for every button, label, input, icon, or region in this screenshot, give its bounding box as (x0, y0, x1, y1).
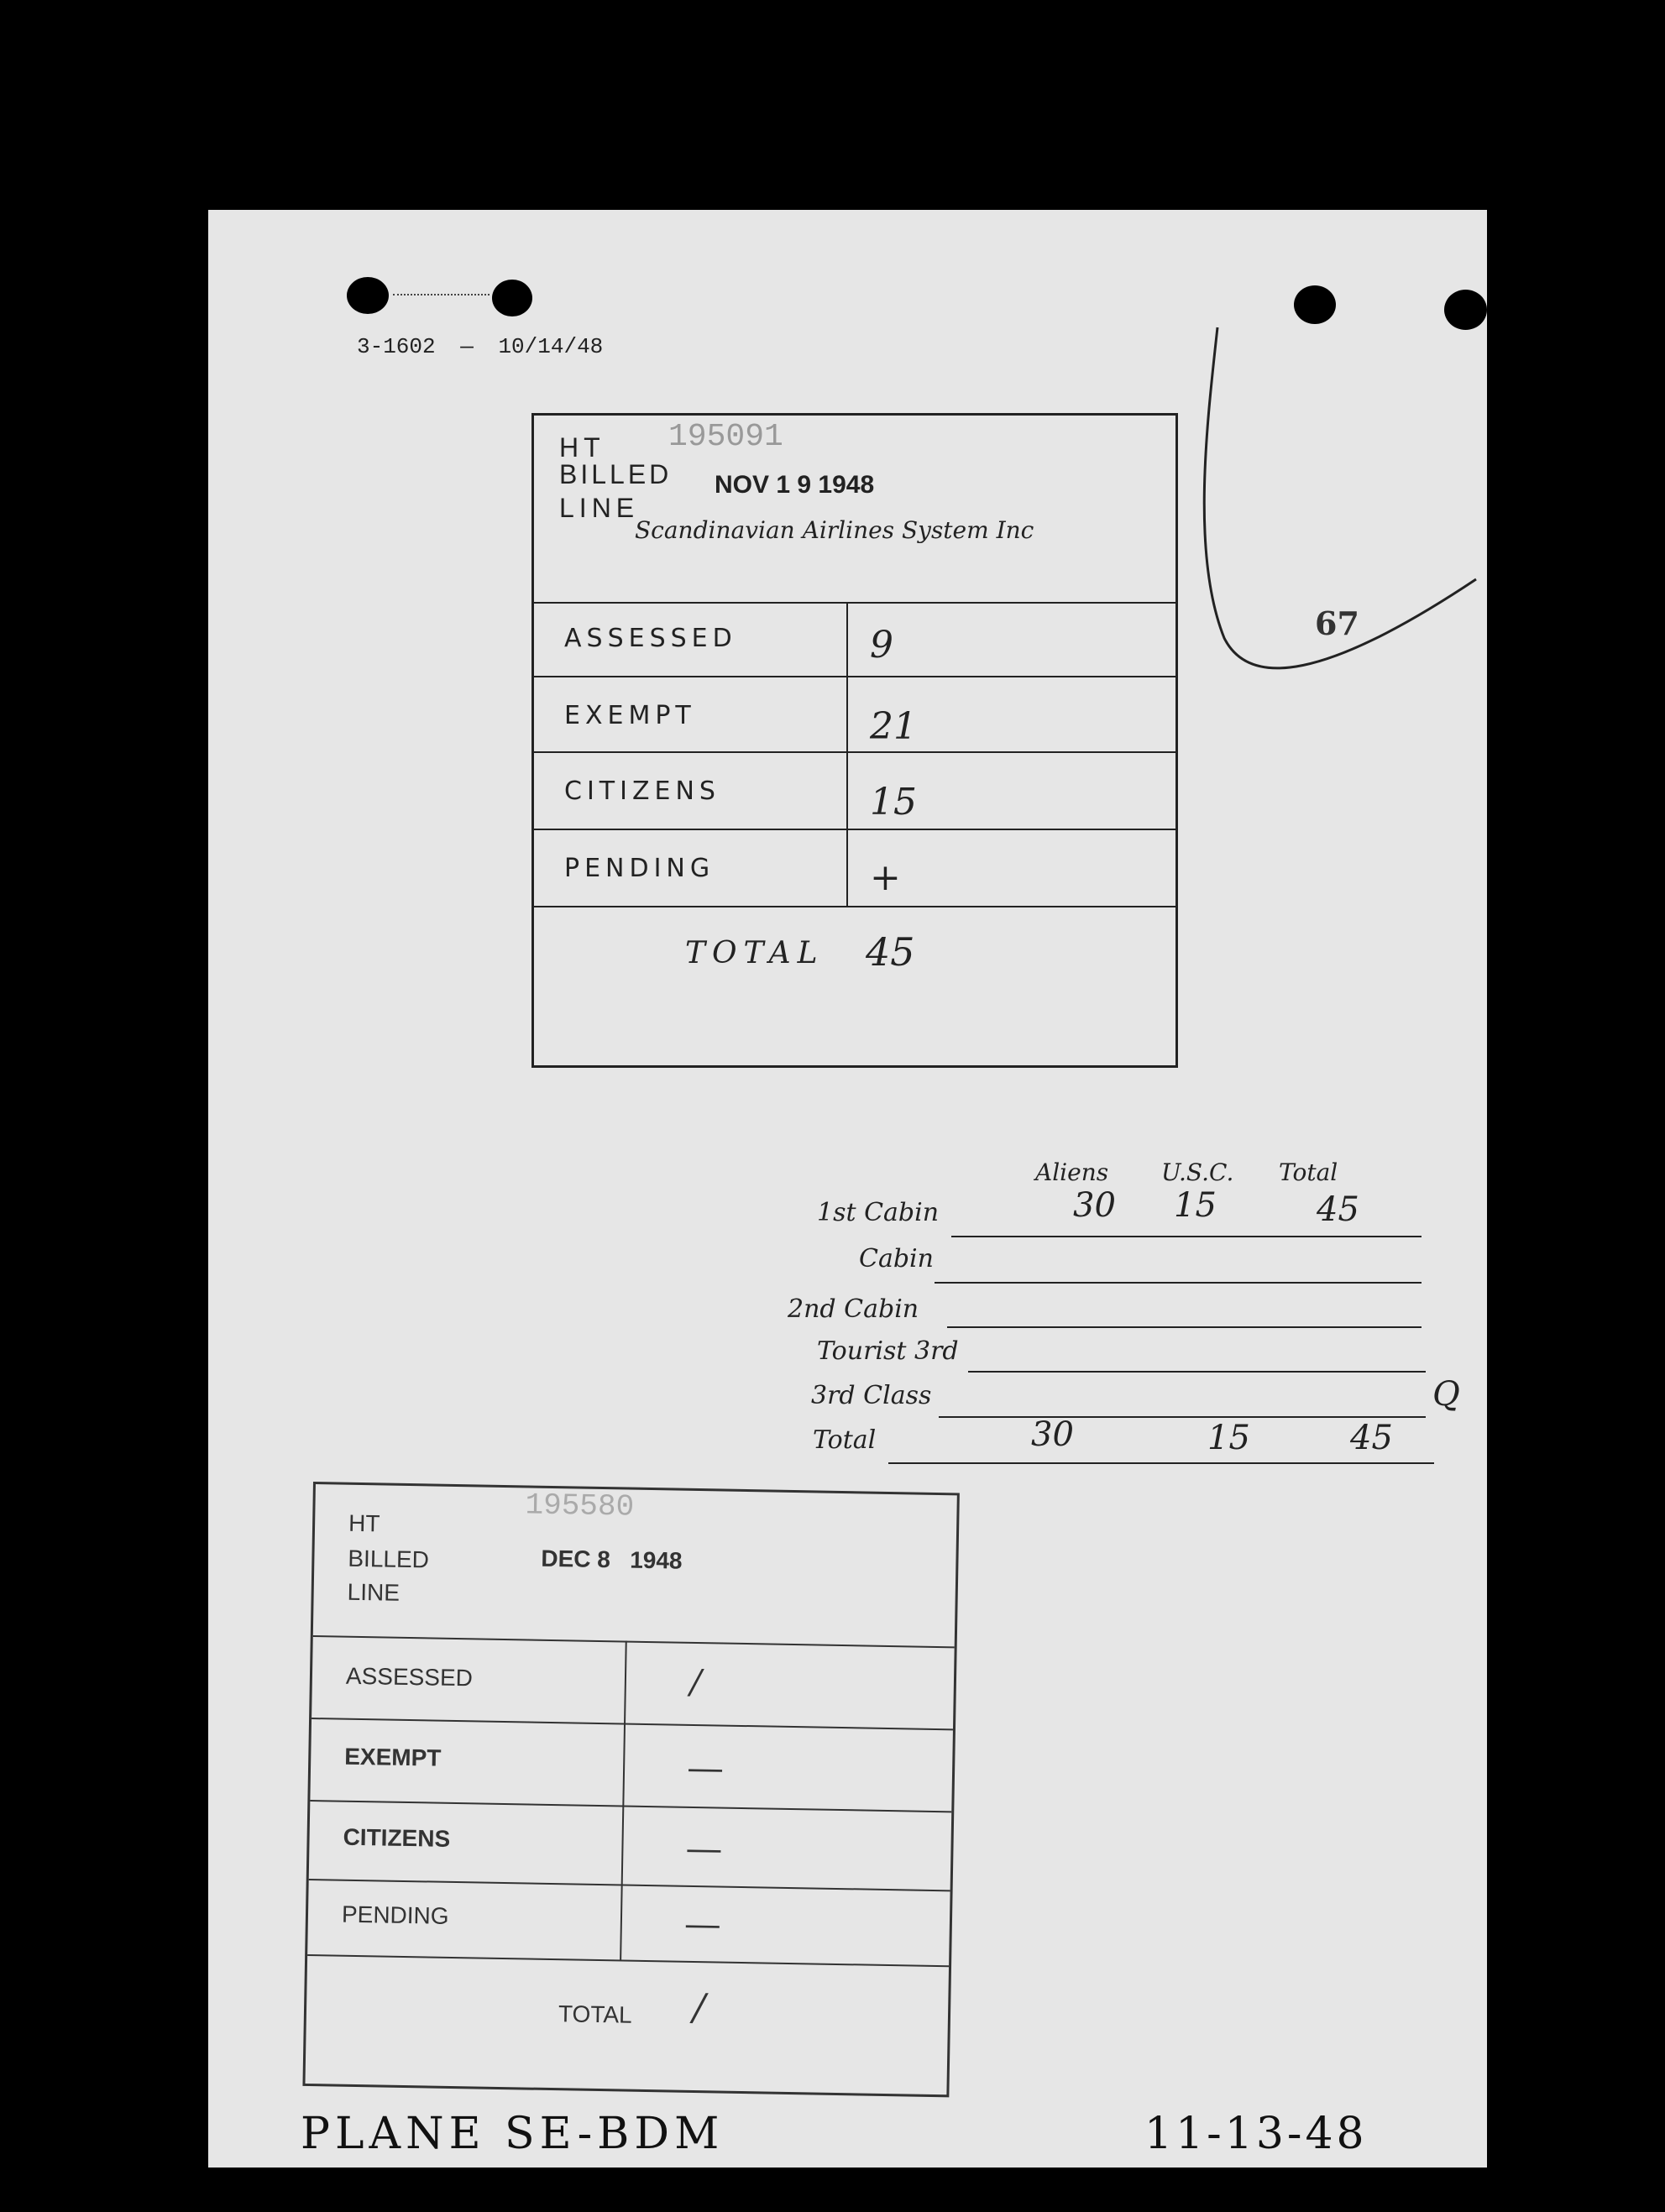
page-number: 67 (1315, 604, 1359, 642)
dotted-line (393, 294, 490, 295)
exempt-label: EXEMPT (344, 1743, 442, 1771)
exempt-value: — (688, 1749, 723, 1787)
exempt-value: 21 (870, 705, 917, 748)
citizens-label: CITIZENS (564, 777, 720, 806)
total-label: TOTAL (558, 2000, 632, 2028)
row-label: Total (813, 1425, 877, 1455)
header-ref (357, 334, 603, 359)
assessed-value: 9 (870, 624, 893, 667)
assessed-label: ASSESSED (564, 624, 737, 653)
pending-label: PENDING (564, 854, 715, 883)
row-label: Cabin (859, 1244, 934, 1273)
serial-number: 195091 (668, 419, 783, 455)
assessed-value: / (689, 1662, 702, 1702)
ht-label: HT (559, 432, 605, 463)
row-label: Tourist 3rd (817, 1336, 959, 1366)
line-value: Scandinavian Airlines System Inc (635, 516, 1034, 544)
pending-value: — (685, 1905, 720, 1943)
line-label: LINE (347, 1578, 401, 1606)
billed-label: BILLED (559, 459, 673, 489)
stamp-date: NOV 1 9 1948 (715, 471, 875, 499)
assessed-label: ASSESSED (345, 1662, 474, 1692)
total-value: 45 (866, 929, 915, 975)
citizens-value: 15 (870, 781, 917, 824)
billing-form-1 (531, 413, 1178, 1068)
plane-id: PLANE SE-BDM (301, 2109, 725, 2159)
billing-form-2 (302, 1482, 959, 2097)
line-label: LINE (559, 493, 640, 523)
row-usc: 15 (1207, 1419, 1250, 1457)
citizens-value: — (687, 1829, 721, 1868)
row-label: 3rd Class (811, 1381, 932, 1410)
serial-number: 195580 (525, 1488, 635, 1524)
row-aliens: 30 (1031, 1415, 1074, 1454)
header-total: Total (1279, 1158, 1338, 1186)
row-total: 45 (1317, 1190, 1359, 1229)
header-aliens: Aliens (1035, 1158, 1109, 1186)
row-usc: 15 (1174, 1186, 1217, 1225)
punch-hole (347, 277, 389, 314)
billed-label: BILLED (348, 1545, 430, 1573)
row-label: 2nd Cabin (788, 1294, 919, 1324)
pending-label: PENDING (341, 1901, 449, 1929)
pending-value: + (870, 856, 901, 899)
separator: — (460, 334, 474, 359)
pen-stroke (1199, 319, 1487, 797)
citizens-label: CITIZENS (343, 1823, 451, 1852)
header-date: 10/14/48 (498, 334, 604, 359)
footer-date: 11-13-48 (1144, 2109, 1368, 2159)
row-label: 1st Cabin (817, 1198, 940, 1227)
punch-hole (492, 280, 532, 316)
ht-label: HT (348, 1509, 380, 1537)
header-usc: U.S.C. (1161, 1158, 1234, 1186)
total-value: / (692, 1985, 706, 2030)
total-label: TOTAL (685, 936, 825, 970)
file-ref: 3-1602 (357, 334, 436, 359)
exempt-label: EXEMPT (564, 701, 696, 730)
row-total: 45 (1350, 1419, 1393, 1457)
margin-mark: Q (1432, 1375, 1460, 1414)
document-page (208, 210, 1487, 2168)
row-aliens: 30 (1073, 1186, 1116, 1225)
stamp-date: DEC 8 1948 (541, 1545, 683, 1574)
